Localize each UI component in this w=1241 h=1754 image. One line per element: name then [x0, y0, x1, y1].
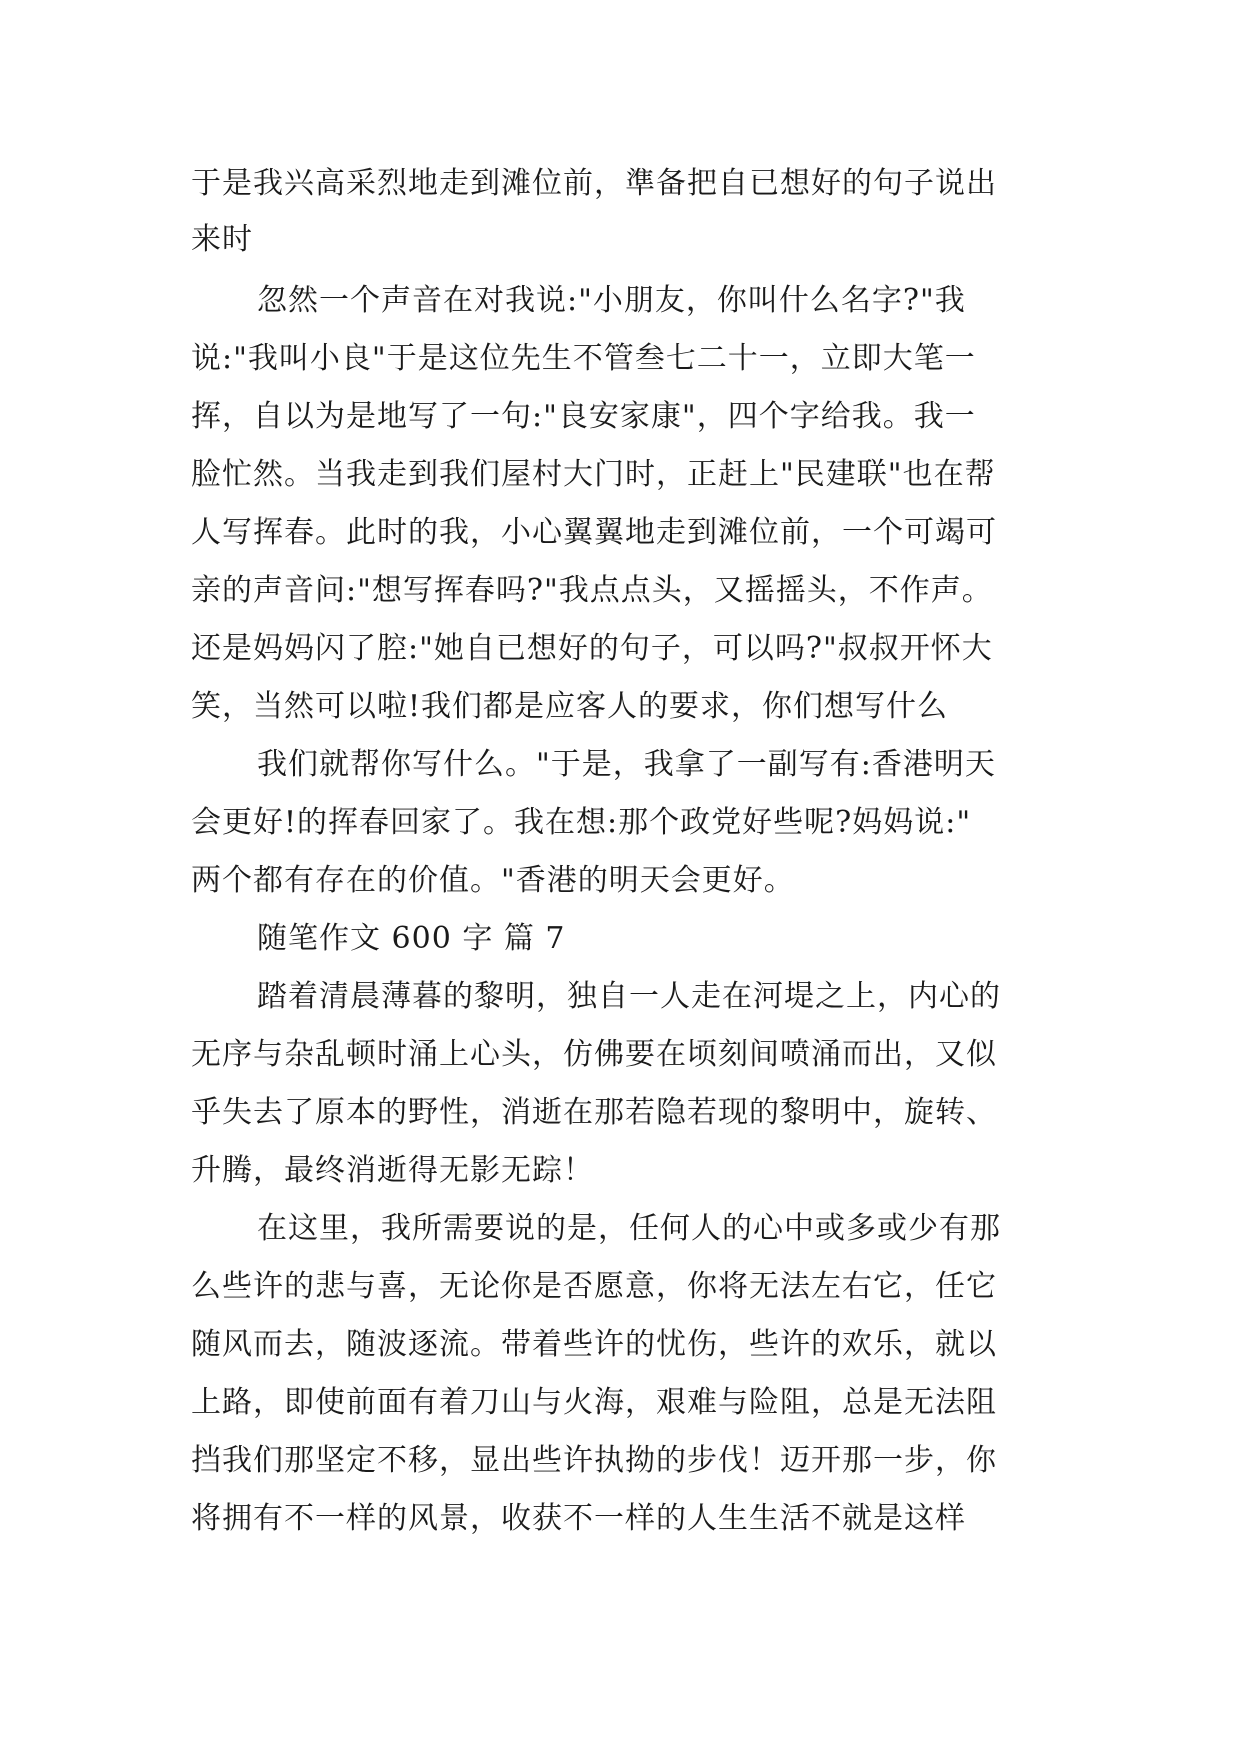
text-line: 说:"我叫小良"于是这位先生不管叁七二十一，立即大笔一 — [191, 341, 976, 376]
text-line: 笑，当然可以啦!我们都是应客人的要求，你们想写什么 — [191, 689, 949, 724]
text-line: 于是我兴高采烈地走到滩位前，準备把自已想好的句子说出 — [191, 166, 997, 201]
text-line: 忽然一个声音在对我说:"小朋友，你叫什么名字?"我 — [257, 283, 966, 318]
text-line: 人写挥春。此时的我，小心翼翼地走到滩位前，一个可竭可 — [191, 515, 997, 550]
text-line: 上路，即使前面有着刀山与火海，艰难与险阻，总是无法阻 — [191, 1385, 997, 1420]
text-line: 乎失去了原本的野性，消逝在那若隐若现的黎明中，旋转、 — [191, 1095, 997, 1130]
text-line: 踏着清晨薄暮的黎明，独自一人走在河堤之上，内心的 — [257, 979, 1001, 1014]
text-line: 还是妈妈闪了腔:"她自已想好的句子，可以吗?"叔叔开怀大 — [191, 631, 993, 666]
text-line: 么些许的悲与喜，无论你是否愿意，你将无法左右它，任它 — [191, 1269, 997, 1304]
text-line: 升腾，最终消逝得无影无踪！ — [191, 1153, 594, 1188]
text-line: 在这里，我所需要说的是，任何人的心中或多或少有那 — [257, 1211, 1001, 1246]
text-line: 亲的声音问:"想写挥春吗?"我点点头，又摇摇头，不作声。 — [191, 573, 993, 608]
text-line: 无序与杂乱顿时涌上心头，仿佛要在顷刻间喷涌而出，又似 — [191, 1037, 997, 1072]
text-line: 脸忙然。当我走到我们屋村大门时，正赶上"民建联"也在帮 — [191, 457, 996, 492]
section-heading: 随笔作文 600 字 篇 7 — [257, 921, 566, 956]
text-line: 挡我们那坚定不移，显出些许执拗的步伐！迈开那一步，你 — [191, 1443, 997, 1478]
text-line: 我们就帮你写什么。"于是，我拿了一副写有:香港明天 — [257, 747, 996, 782]
text-line: 来时 — [191, 222, 253, 257]
text-line: 随风而去，随波逐流。带着些许的忧伤，些许的欢乐，就以 — [191, 1327, 997, 1362]
text-line: 两个都有存在的价值。"香港的明天会更好。 — [191, 863, 795, 898]
text-line: 挥，自以为是地写了一句:"良安家康"，四个字给我。我一 — [191, 399, 976, 434]
text-line: 将拥有不一样的风景，收获不一样的人生生活不就是这样 — [191, 1501, 966, 1536]
text-line: 会更好!的挥春回家了。我在想:那个政党好些呢?妈妈说:" — [191, 805, 972, 840]
